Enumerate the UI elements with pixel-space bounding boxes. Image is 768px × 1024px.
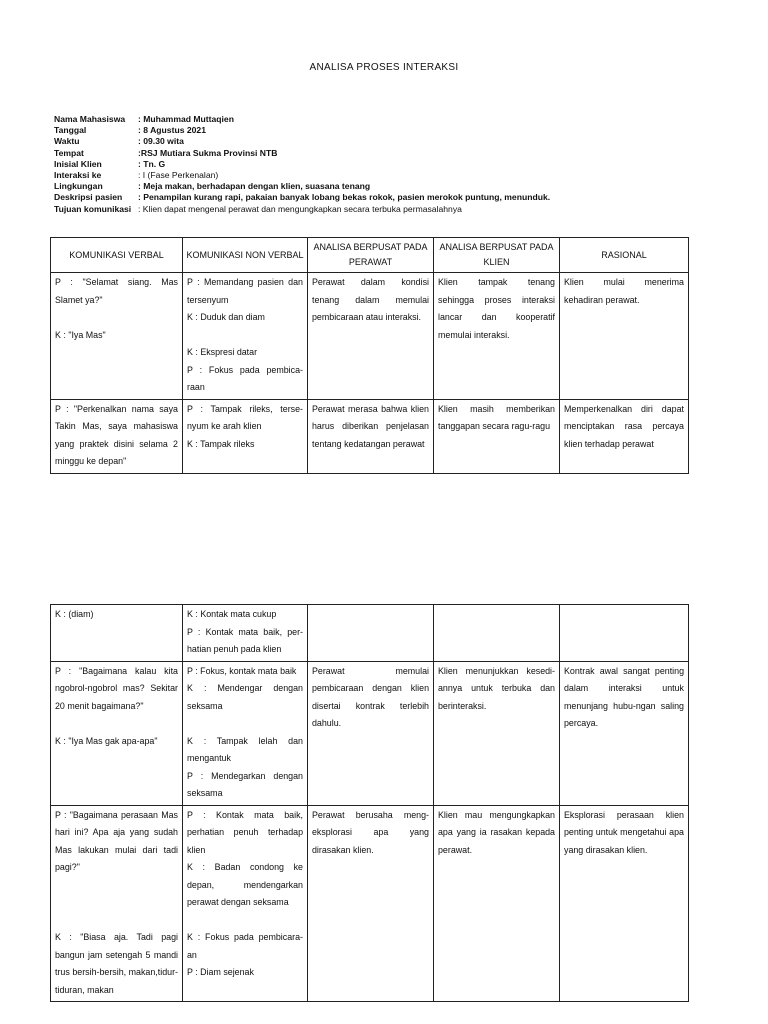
verbal-line: K : "Iya Mas gak apa-apa" [55,735,158,746]
nonverbal-line: K : Duduk dan diam [187,312,265,322]
cell-verbal [51,273,183,400]
verbal-line: K : "Iya Mas" [55,329,106,340]
verbal-line: P : "Bagaimana kalau kita ngobrol-ngobrol mas? Sekitar 20 menit bagaimana?" [55,665,178,711]
table-header-row [51,238,689,273]
info-label: Interaksi ke [54,170,102,181]
page-title: ANALISA PROSES INTERAKSI [309,62,459,73]
nonverbal-line: K : Badan condong ke depan, mendengarkan perawat dengan seksama [187,862,303,907]
cell-analisa-klien [434,605,560,662]
nonverbal-line: P : Mendegarkan dengan seksama [187,770,303,798]
info-row-nama [54,114,694,125]
nonverbal-line: P : Fokus pada pembica-raan [187,364,303,392]
cell-rasional: Kontrak awal sangat penting dalam interaksi untuk menunjang hubu-ngan saling percaya. [560,661,689,805]
nonverbal-line: K : Kontak mata cukup [187,609,277,619]
info-value: : Penampilan kurang rapi, pakaian banyak lobang bekas rokok, pasien merokok puntung, menunduk. [138,192,551,203]
verbal-line: P : "Perkenalkan nama saya Takin Mas, saya mahasiswa yang praktek disini selama 2 minggu ke depan" [55,403,178,466]
cell-verbal [51,399,183,473]
info-value: : I (Fase Perkenalan) [138,170,219,181]
info-value: :RSJ Mutiara Sukma Provinsi NTB [138,147,278,158]
cell-analisa-perawat: Perawat memulai pembicaraan dengan klien disertai kontrak terlebih dahulu. [308,661,434,805]
info-value: : Tn. G [138,158,166,169]
cell-nonverbal [183,605,308,662]
identity-block [54,114,694,215]
header-komunikasi-verbal: KOMUNIKASI VERBAL [51,238,183,273]
verbal-line: P : "Selamat siang. Mas Slamet ya?" [55,277,178,305]
nonverbal-line: K : Tampak lelah dan mengantuk [187,735,303,763]
info-label: Nama Mahasiswa [54,114,126,124]
info-label: Deskripsi pasien [54,192,123,203]
info-label: Tanggal [54,125,87,136]
info-row-waktu [54,136,694,147]
verbal-line: K : "Biasa aja. Tadi pagi bangun jam setengah 5 mandi trus bersih-bersih, makan,tidur-tiduran, makan [55,932,178,995]
info-row-tujuan [54,204,694,215]
cell-analisa-klien: Klien masih memberikan tanggapan secara ragu-ragu [434,399,560,473]
info-label: Tujuan komunikasi [54,203,132,214]
info-label: Tempat [54,147,84,158]
nonverbal-line: P : Fokus, kontak mata baik [187,665,297,676]
nonverbal-line: K : Tampak rileks [187,438,255,449]
cell-rasional: Memperkenalkan diri dapat menciptakan rasa percaya klien terhadap perawat [560,399,689,473]
info-value: : Meja makan, berhadapan dengan klien, suasana tenang [138,181,371,192]
cell-analisa-klien: Klien tampak tenang sehingga proses interaksi lancar dan kooperatif memulai interaksi. [434,273,560,400]
cell-nonverbal [183,399,308,473]
cell-analisa-klien: Klien menunjukkan kesedi-annya untuk terbuka dan berinteraksi. [434,661,560,805]
cell-analisa-klien: Klien mau mengungkapkan apa yang ia rasakan kepada perawat. [434,805,560,1002]
verbal-line: K : (diam) [55,609,94,619]
header-komunikasi-non-verbal: KOMUNIKASI NON VERBAL [183,238,308,273]
nonverbal-line: P : Tampak rileks, terse-nyum ke arah klien [187,403,303,431]
cell-nonverbal [183,661,308,805]
table-row [51,399,689,473]
cell-rasional [560,605,689,662]
cell-analisa-perawat: Perawat berusaha meng-eksplorasi apa yang dirasakan klien. [308,805,434,1002]
cell-nonverbal [183,273,308,400]
info-label: Inisial Klien [54,158,102,169]
cell-analisa-perawat [308,605,434,662]
info-row-tanggal [54,125,694,136]
cell-verbal [51,661,183,805]
cell-verbal [51,805,183,1002]
info-row-interaksi [54,170,694,181]
info-value: : 09.30 wita [138,136,184,147]
header-rasional: RASIONAL [560,238,689,273]
info-value: : Muhammad Muttaqien [138,114,234,124]
header-analisa-perawat: ANALISA BERPUSAT PADA PERAWAT [308,238,434,273]
cell-analisa-perawat: Perawat dalam kondisi tenang dalam memulai pembicaraan atau interaksi. [308,273,434,400]
info-value: : Klien dapat mengenal perawat dan mengungkapkan secara terbuka permasalahnya [138,203,462,214]
cell-analisa-perawat: Perawat merasa bahwa klien harus diberikan penjelasan tentang kedatangan perawat [308,399,434,473]
info-label: Waktu [54,136,80,147]
cell-rasional: Eksplorasi perasaan klien penting untuk mengetahui apa yang dirasakan klien. [560,805,689,1002]
nonverbal-line: P : Diam sejenak [187,967,254,977]
nonverbal-line: P : Kontak mata baik, perhatian penuh terhadap klien [187,809,303,855]
table-row [51,605,689,662]
nonverbal-line: K : Ekspresi datar [187,347,258,357]
nonverbal-line: K : Mendengar dengan seksama [187,683,303,711]
info-row-deskripsi [54,192,694,203]
table-row [51,805,689,1002]
info-row-tempat [54,148,694,159]
info-label: Lingkungan [54,181,103,192]
info-row-lingkungan [54,181,694,192]
cell-nonverbal [183,805,308,1002]
header-analisa-klien: ANALISA BERPUSAT PADA KLIEN [434,238,560,273]
nonverbal-line: K : Fokus pada pembicara-an [187,932,303,960]
verbal-line: P : "Bagaimana perasaan Mas hari ini? Apa aja yang sudah Mas lakukan mulai dari tadi pagi?" [55,809,178,872]
nonverbal-line: P : Kontak mata baik, per-hatian penuh pada klien [187,626,303,654]
analysis-table-page-2 [50,604,689,1002]
table-row [51,661,689,805]
nonverbal-line: P : Memandang pasien dan tersenyum [187,277,303,305]
cell-verbal [51,605,183,662]
analysis-table-page-1 [50,237,689,474]
info-value: : 8 Agustus 2021 [138,125,206,136]
cell-rasional: Klien mulai menerima kehadiran perawat. [560,273,689,400]
table-row [51,273,689,400]
info-row-inisial [54,159,694,170]
